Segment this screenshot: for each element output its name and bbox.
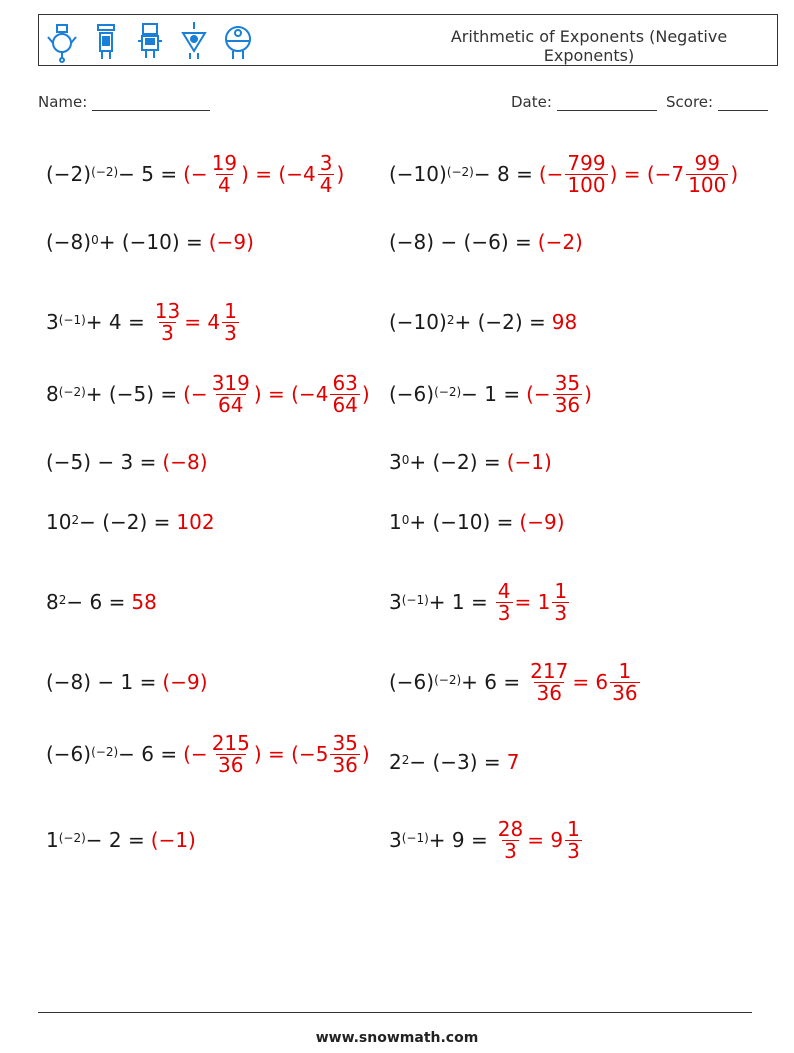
answer-text: (− bbox=[183, 742, 208, 766]
question-rest: + (−5) = bbox=[85, 382, 178, 406]
question-base: (−6) bbox=[389, 670, 435, 694]
answer bbox=[162, 670, 207, 694]
answer bbox=[131, 590, 156, 614]
question-rest: − 6 = bbox=[66, 590, 126, 614]
problem-row bbox=[46, 494, 215, 550]
question-exponent: 2 bbox=[446, 313, 455, 327]
fraction-numerator: 1 bbox=[618, 658, 632, 683]
question-rest: + (−2) = bbox=[409, 450, 501, 474]
question-base: (−8) − (−6) = bbox=[389, 230, 532, 254]
robot-icon bbox=[89, 19, 123, 63]
answer bbox=[552, 310, 577, 334]
answer bbox=[209, 230, 254, 254]
question-base: (−6) bbox=[389, 382, 435, 406]
robot-icons bbox=[45, 19, 255, 63]
question-base: 2 bbox=[389, 750, 402, 774]
fraction-denominator: 36 bbox=[554, 392, 581, 417]
fraction-denominator: 64 bbox=[218, 392, 244, 417]
fraction-denominator: 36 bbox=[218, 752, 244, 777]
fraction-denominator: 36 bbox=[612, 680, 638, 705]
answer-text: (−8) bbox=[162, 450, 208, 474]
fraction-numerator: 319 bbox=[211, 370, 250, 395]
problem-row bbox=[46, 726, 370, 782]
problem-row bbox=[389, 574, 571, 630]
answer-fraction bbox=[565, 816, 582, 863]
answer-fraction bbox=[330, 370, 359, 417]
answer-text: ) bbox=[730, 162, 739, 186]
problem-row bbox=[46, 294, 241, 350]
answer bbox=[526, 370, 592, 417]
answer-text: (− bbox=[526, 382, 551, 406]
footer-url: www.snowmath.com bbox=[315, 1030, 479, 1046]
problem-row bbox=[46, 366, 370, 422]
answer bbox=[151, 298, 241, 345]
score-label: Score: bbox=[666, 93, 714, 111]
answer-text: (−2) bbox=[537, 230, 583, 254]
fraction-numerator: 1 bbox=[554, 578, 568, 603]
answer-fraction bbox=[153, 298, 182, 345]
answer bbox=[494, 816, 584, 863]
answer-fraction bbox=[496, 816, 525, 863]
question-rest: − 5 = bbox=[118, 162, 178, 186]
problem-row bbox=[389, 146, 738, 202]
question-rest: − 1 = bbox=[461, 382, 521, 406]
answer-fraction bbox=[496, 578, 513, 625]
question-exponent: (−1) bbox=[58, 313, 86, 327]
question-rest: + 9 = bbox=[428, 828, 488, 852]
question-rest: − (−2) = bbox=[79, 510, 171, 534]
question-base: 8 bbox=[46, 382, 59, 406]
fraction-numerator: 1 bbox=[224, 298, 237, 323]
question-exponent: (−1) bbox=[401, 831, 429, 845]
fraction-denominator: 64 bbox=[332, 392, 358, 417]
problem-row bbox=[389, 812, 584, 868]
answer bbox=[526, 658, 641, 705]
answer-fraction bbox=[610, 658, 639, 705]
robot-icon bbox=[221, 19, 255, 63]
problem-row bbox=[46, 574, 157, 630]
answer bbox=[183, 150, 345, 197]
name-label: Name: bbox=[38, 93, 88, 111]
answer-fraction bbox=[528, 658, 570, 705]
date-blank[interactable] bbox=[557, 96, 657, 111]
answer-fraction bbox=[330, 730, 359, 777]
fraction-numerator: 1 bbox=[567, 816, 580, 841]
problem-row bbox=[389, 654, 642, 710]
question-base: 3 bbox=[389, 828, 402, 852]
fraction-numerator: 63 bbox=[332, 370, 358, 395]
question-rest: + 1 = bbox=[428, 590, 488, 614]
answer bbox=[183, 370, 370, 417]
robot-icon bbox=[45, 19, 79, 63]
question-rest: + 6 = bbox=[461, 670, 521, 694]
footer-divider bbox=[38, 1012, 752, 1013]
name-blank[interactable] bbox=[92, 96, 210, 111]
question-rest: − 8 = bbox=[473, 162, 533, 186]
answer-text: 7 bbox=[506, 750, 520, 774]
answer-text: ) = (−4 bbox=[241, 162, 316, 186]
answer-text: (− bbox=[538, 162, 564, 186]
question-exponent: (−2) bbox=[91, 745, 119, 759]
question-exponent: 2 bbox=[71, 513, 80, 527]
answer bbox=[507, 450, 552, 474]
problem-row bbox=[46, 654, 208, 710]
question-rest: + 4 = bbox=[85, 310, 145, 334]
answer-text: (− bbox=[183, 382, 208, 406]
question-exponent: (−2) bbox=[434, 673, 462, 687]
problem-row bbox=[389, 294, 577, 350]
fraction-numerator: 35 bbox=[554, 370, 581, 395]
answer bbox=[183, 730, 370, 777]
question-base: (−5) − 3 = bbox=[46, 450, 157, 474]
fraction-denominator: 100 bbox=[688, 172, 727, 197]
answer-text: (− bbox=[183, 162, 208, 186]
question-base: 10 bbox=[46, 510, 72, 534]
date-field[interactable] bbox=[511, 93, 657, 111]
question-exponent: (−2) bbox=[446, 165, 474, 179]
question-exponent: 0 bbox=[91, 233, 99, 247]
answer bbox=[162, 450, 207, 474]
question-base: 3 bbox=[389, 450, 402, 474]
name-field[interactable] bbox=[38, 93, 210, 111]
date-label: Date: bbox=[511, 93, 552, 111]
question-rest: − 6 = bbox=[118, 742, 178, 766]
question-rest: − 2 = bbox=[85, 828, 145, 852]
answer bbox=[507, 750, 520, 774]
question-exponent: (−2) bbox=[58, 385, 86, 399]
answer-text: ) = (−7 bbox=[609, 162, 685, 186]
answer-text: 58 bbox=[131, 590, 157, 614]
question-base: 3 bbox=[46, 310, 59, 334]
question-exponent: (−2) bbox=[434, 385, 462, 399]
robot-icon bbox=[177, 19, 211, 63]
answer-fraction bbox=[553, 370, 582, 417]
answer-fraction bbox=[210, 370, 252, 417]
question-base: 8 bbox=[46, 590, 59, 614]
score-field[interactable] bbox=[666, 93, 768, 111]
question-base: (−6) bbox=[46, 742, 92, 766]
fraction-denominator: 3 bbox=[224, 320, 237, 345]
answer bbox=[538, 150, 739, 197]
answer-text: (−1) bbox=[150, 828, 196, 852]
answer-text: ) bbox=[584, 382, 592, 406]
answer-text: (−9) bbox=[519, 510, 565, 534]
fraction-denominator: 36 bbox=[332, 752, 358, 777]
question-base: (−10) bbox=[389, 162, 447, 186]
fraction-denominator: 3 bbox=[161, 320, 174, 345]
question-base: (−8) bbox=[46, 230, 92, 254]
question-exponent: 2 bbox=[401, 753, 410, 767]
question-exponent: 2 bbox=[58, 593, 67, 607]
answer-fraction bbox=[552, 578, 569, 625]
problem-row bbox=[389, 494, 565, 550]
answer bbox=[176, 510, 214, 534]
problem-row bbox=[46, 812, 196, 868]
fraction-denominator: 36 bbox=[536, 680, 562, 705]
header-box bbox=[38, 14, 778, 66]
question-exponent: 0 bbox=[401, 453, 410, 467]
fraction-numerator: 215 bbox=[211, 730, 250, 755]
question-rest: + (−10) = bbox=[409, 510, 514, 534]
score-blank[interactable] bbox=[718, 96, 768, 111]
answer-fraction bbox=[222, 298, 239, 345]
fraction-denominator: 3 bbox=[567, 838, 580, 863]
question-exponent: (−2) bbox=[91, 165, 119, 179]
fraction-numerator: 799 bbox=[567, 150, 606, 175]
question-base: 1 bbox=[46, 828, 59, 852]
robot-icon bbox=[133, 19, 167, 63]
fraction-denominator: 4 bbox=[218, 172, 231, 197]
fraction-denominator: 100 bbox=[567, 172, 606, 197]
answer-text: = 4 bbox=[184, 310, 221, 334]
answer-fraction bbox=[565, 150, 607, 197]
answer-text: 102 bbox=[176, 510, 215, 534]
answer bbox=[151, 828, 196, 852]
question-base: 1 bbox=[389, 510, 402, 534]
answer bbox=[519, 510, 564, 534]
answer-fraction bbox=[210, 150, 239, 197]
answer bbox=[538, 230, 583, 254]
problem-row bbox=[389, 214, 583, 270]
question-rest: + (−2) = bbox=[454, 310, 546, 334]
problem-row bbox=[46, 146, 344, 202]
answer-text: (−9) bbox=[162, 670, 208, 694]
answer-text: ) bbox=[336, 162, 345, 186]
question-exponent: (−1) bbox=[401, 593, 429, 607]
answer-fraction bbox=[686, 150, 728, 197]
question-base: (−10) bbox=[389, 310, 447, 334]
worksheet-title: Arithmetic of Exponents (Negative Exponents) bbox=[450, 27, 728, 65]
answer-fraction bbox=[210, 730, 252, 777]
answer-text: = 1 bbox=[514, 590, 551, 614]
problem-row bbox=[389, 734, 519, 790]
answer-fraction bbox=[318, 150, 335, 197]
fraction-numerator: 4 bbox=[497, 578, 511, 603]
answer-text: (−9) bbox=[208, 230, 254, 254]
fraction-denominator: 3 bbox=[554, 600, 568, 625]
question-base: (−8) − 1 = bbox=[46, 670, 157, 694]
answer-text: ) = (−4 bbox=[253, 382, 329, 406]
answer-text: ) = (−5 bbox=[253, 742, 329, 766]
fraction-numerator: 19 bbox=[211, 150, 238, 175]
answer-text: = 6 bbox=[572, 670, 609, 694]
problem-row bbox=[389, 434, 552, 490]
question-rest: + (−10) = bbox=[98, 230, 203, 254]
fraction-numerator: 3 bbox=[319, 150, 333, 175]
fraction-numerator: 28 bbox=[497, 816, 524, 841]
answer-text: 98 bbox=[551, 310, 578, 334]
answer-text: ) bbox=[361, 742, 370, 766]
problem-row bbox=[389, 366, 592, 422]
question-base: 3 bbox=[389, 590, 402, 614]
problem-row bbox=[46, 214, 254, 270]
fraction-denominator: 3 bbox=[497, 600, 511, 625]
fraction-numerator: 35 bbox=[332, 730, 358, 755]
answer bbox=[494, 578, 571, 625]
question-rest: − (−3) = bbox=[409, 750, 501, 774]
problem-row bbox=[46, 434, 208, 490]
fraction-numerator: 99 bbox=[694, 150, 720, 175]
question-base: (−2) bbox=[46, 162, 92, 186]
fraction-denominator: 4 bbox=[319, 172, 333, 197]
question-exponent: (−2) bbox=[58, 831, 86, 845]
answer-text: ) bbox=[361, 382, 370, 406]
answer-text: = 9 bbox=[527, 828, 564, 852]
fraction-numerator: 217 bbox=[530, 658, 569, 683]
fraction-denominator: 3 bbox=[504, 838, 517, 863]
fraction-numerator: 13 bbox=[154, 298, 181, 323]
question-exponent: 0 bbox=[401, 513, 410, 527]
answer-text: (−1) bbox=[506, 450, 552, 474]
